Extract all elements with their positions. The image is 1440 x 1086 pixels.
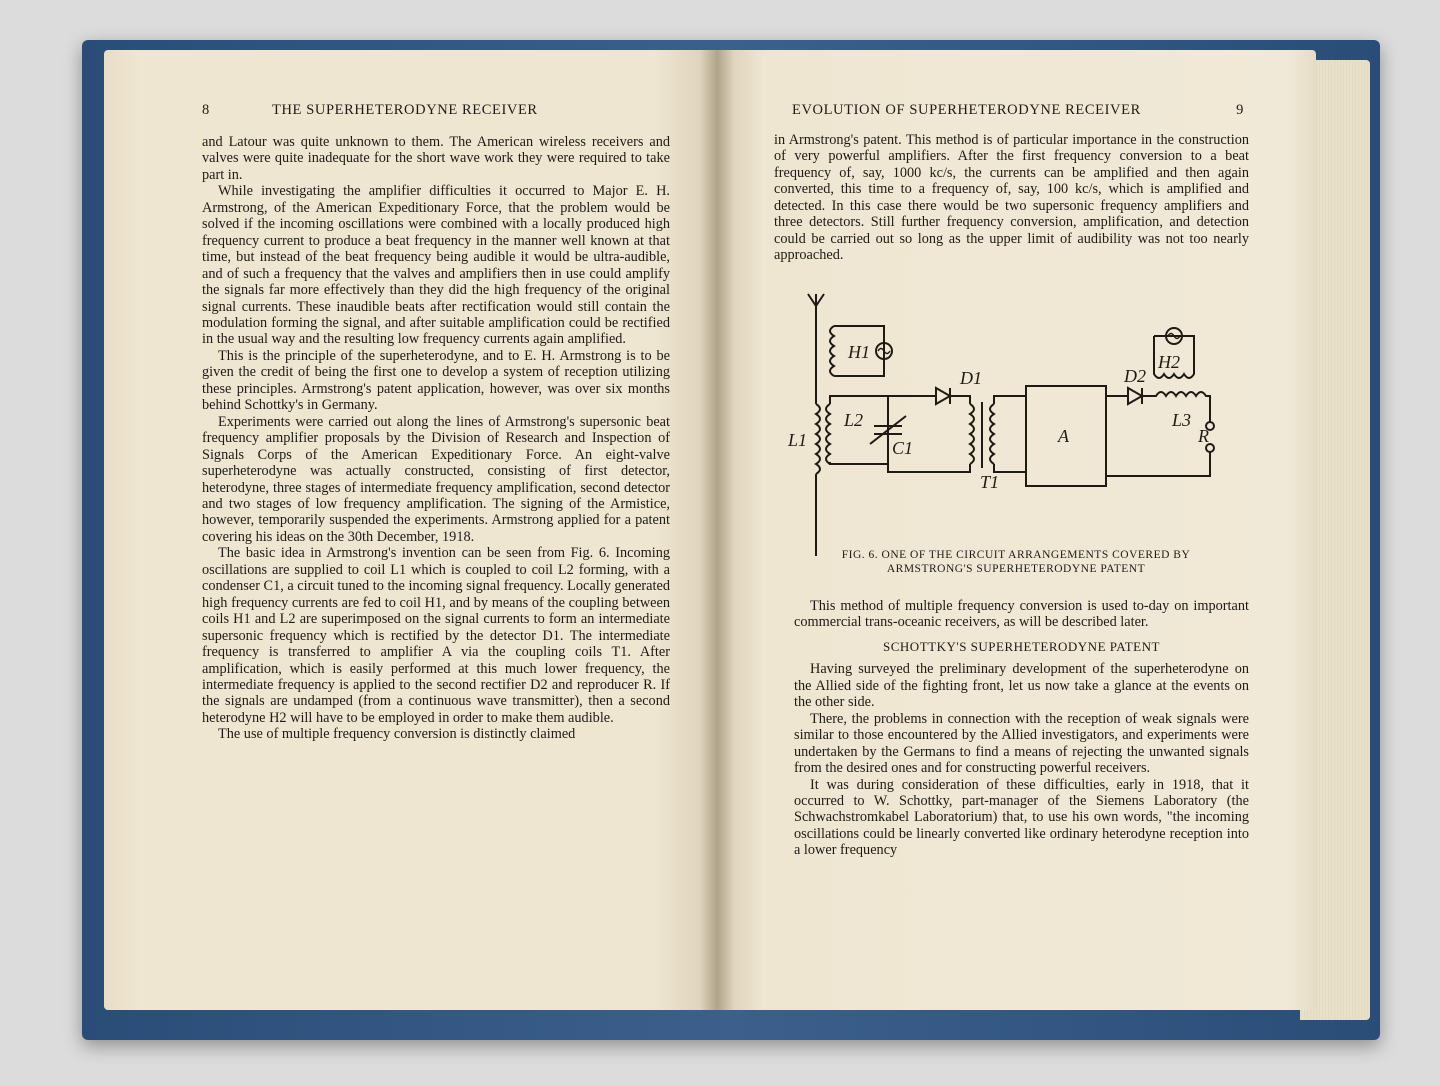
paragraph: Having surveyed the preliminary development of the superheterodyne on the Allied side of the fighting front, let us now take a glance at the events on the other side.: [794, 661, 1249, 711]
label-a: A: [1058, 426, 1069, 446]
circuit-diagram: [784, 286, 1224, 556]
left-running-title: THE SUPERHETERODYNE RECEIVER: [272, 102, 538, 118]
paragraph: It was during consideration of these difficulties, early in 1918, that it occurred to W. Schottky, part-manager of the Siemens Laboratory (the Schwachstromkabel Laboratorium) that, to use his own words, "the incoming oscillations could be linearly converted like ordinary heterodyne reception into a lower frequency: [794, 776, 1249, 859]
paragraph: This is the principle of the superheterodyne, and to E. H. Armstrong is to be given the credit of being the first one to develop a system of reception utilizing these principles. Armstrong's patent application, however, was over six months behind Schottky's in Germany.: [202, 347, 670, 414]
right-running-title: EVOLUTION OF SUPERHETERODYNE RECEIVER: [792, 102, 1141, 118]
label-c1: C1: [892, 438, 914, 458]
right-bottom-text: [794, 598, 1249, 859]
caption-line-2: ARMSTRONG'S SUPERHETERODYNE PATENT: [886, 563, 1146, 575]
antenna-symbol: [808, 294, 824, 342]
label-h2: H2: [1158, 352, 1180, 372]
label-l2: L2: [844, 410, 864, 430]
label-d1: D1: [960, 368, 982, 388]
label-r: R: [1198, 426, 1209, 446]
paragraph: and Latour was quite unknown to them. The American wireless receivers and valves were quite inadequate for the short wave work they were required to take part in.: [202, 134, 670, 183]
paragraph: This method of multiple frequency conversion is used to-day on important commercial trans-oceanic receivers, as will be described later.: [794, 598, 1249, 631]
coil-h1: [830, 326, 834, 376]
paragraph: Experiments were carried out along the lines of Armstrong's supersonic beat frequency amplifier proposals by the Division of Research and Inspection of Signals Corps of the American Expeditionary Force. An eight-valve superheterodyne was actually constructed, consisting of first detector, heterodyne, three stages of intermediate frequency amplification, second detector and two stages of low frequency amplification. The signing of the Armistice, however, temporarily suspended the experiments. Armstrong applied for a patent covering his ideas on the 30th December, 1918.: [202, 413, 670, 545]
paragraph: While investigating the amplifier difficulties it occurred to Major E. H. Armstrong, of the American Expeditionary Force, that the problem would be solved if the incoming oscillations were combined with a locally produced high frequency current to produce a beat frequency in the manner well known at that time, but instead of the beat frequency being audible it would be ultra-audible, and of such a frequency that the valves and amplifiers then in use could amplify the signals far more effectively than they did the high frequency of the original signal currents. These inaudible beats after rectification would still contain the modulation forming the signal, and after suitable amplification could be rectified in the usual way and the resulting low frequency currents again amplified.: [202, 183, 670, 348]
right-top-text: [774, 132, 1249, 264]
coil-l2: [826, 404, 830, 464]
label-l3: L3: [1172, 410, 1192, 430]
paragraph: The use of multiple frequency conversion is distinctly claimed: [218, 726, 576, 743]
left-page: [104, 50, 716, 1010]
right-running-head: [792, 102, 1244, 119]
label-h1: H1: [848, 342, 870, 362]
book-gutter: [700, 50, 734, 1010]
label-d2: D2: [1124, 366, 1146, 386]
section-heading: SCHOTTKY'S SUPERHETERODYNE PATENT: [883, 638, 1160, 654]
left-running-head: [202, 102, 682, 119]
right-page: [716, 50, 1316, 1010]
coil-l1: [816, 404, 820, 474]
left-page-number: 8: [202, 102, 210, 118]
diode-d1: [936, 388, 950, 404]
label-l1: L1: [788, 430, 808, 450]
label-t1: T1: [980, 472, 1000, 492]
figure-caption: [806, 548, 1226, 576]
caption-line-1: FIG. 6. ONE OF THE CIRCUIT ARRANGEMENTS COVERED BY: [841, 549, 1191, 561]
left-body-text: [202, 134, 670, 743]
paragraph: There, the problems in connection with the reception of weak signals were similar to those encountered by the Allied investigators, and experiments were undertaken by the Germans to find a means of rejecting the unwanted signals from the desired ones and for constructing powerful receivers.: [794, 710, 1249, 777]
paragraph: in Armstrong's patent. This method is of particular importance in the construction of very powerful amplifiers. After the first frequency conversion to a beat frequency of, say, 1000 kc/s, the currents can be amplified and then again converted, this time to a frequency of, say, 100 kc/s, which is amplified and detected. In this case there would be two supersonic frequency amplifiers and three detectors. Still further frequency conversion, amplification, and detection could be carried out so long as the upper limit of audibility was not too nearly approached.: [774, 132, 1249, 264]
transformer-t1-primary: [970, 404, 974, 464]
diode-d2: [1128, 388, 1142, 404]
right-page-number: 9: [1236, 102, 1244, 118]
paragraph: The basic idea in Armstrong's invention can be seen from Fig. 6. Incoming oscillations are supplied to coil L1 which is coupled to coil L2 forming, with a condenser C1, a circuit tuned to the incoming signal frequency. Locally generated high frequency currents are fed to coil H1, and by means of the coupling between coils H1 and L2 are superimposed on the signal currents to form an intermediate supersonic frequency which is rectified by the detector D1. The intermediate frequency is transferred to amplifier A via the coupling coils T1. After amplification, which is easily performed at this much lower frequency, the intermediate frequency is applied to the second rectifier D2 and reproducer R. If the signals are undamped (from a continuous wave transmitter), then a second heterodyne H2 will have to be employed in order to make them audible.: [202, 545, 670, 726]
